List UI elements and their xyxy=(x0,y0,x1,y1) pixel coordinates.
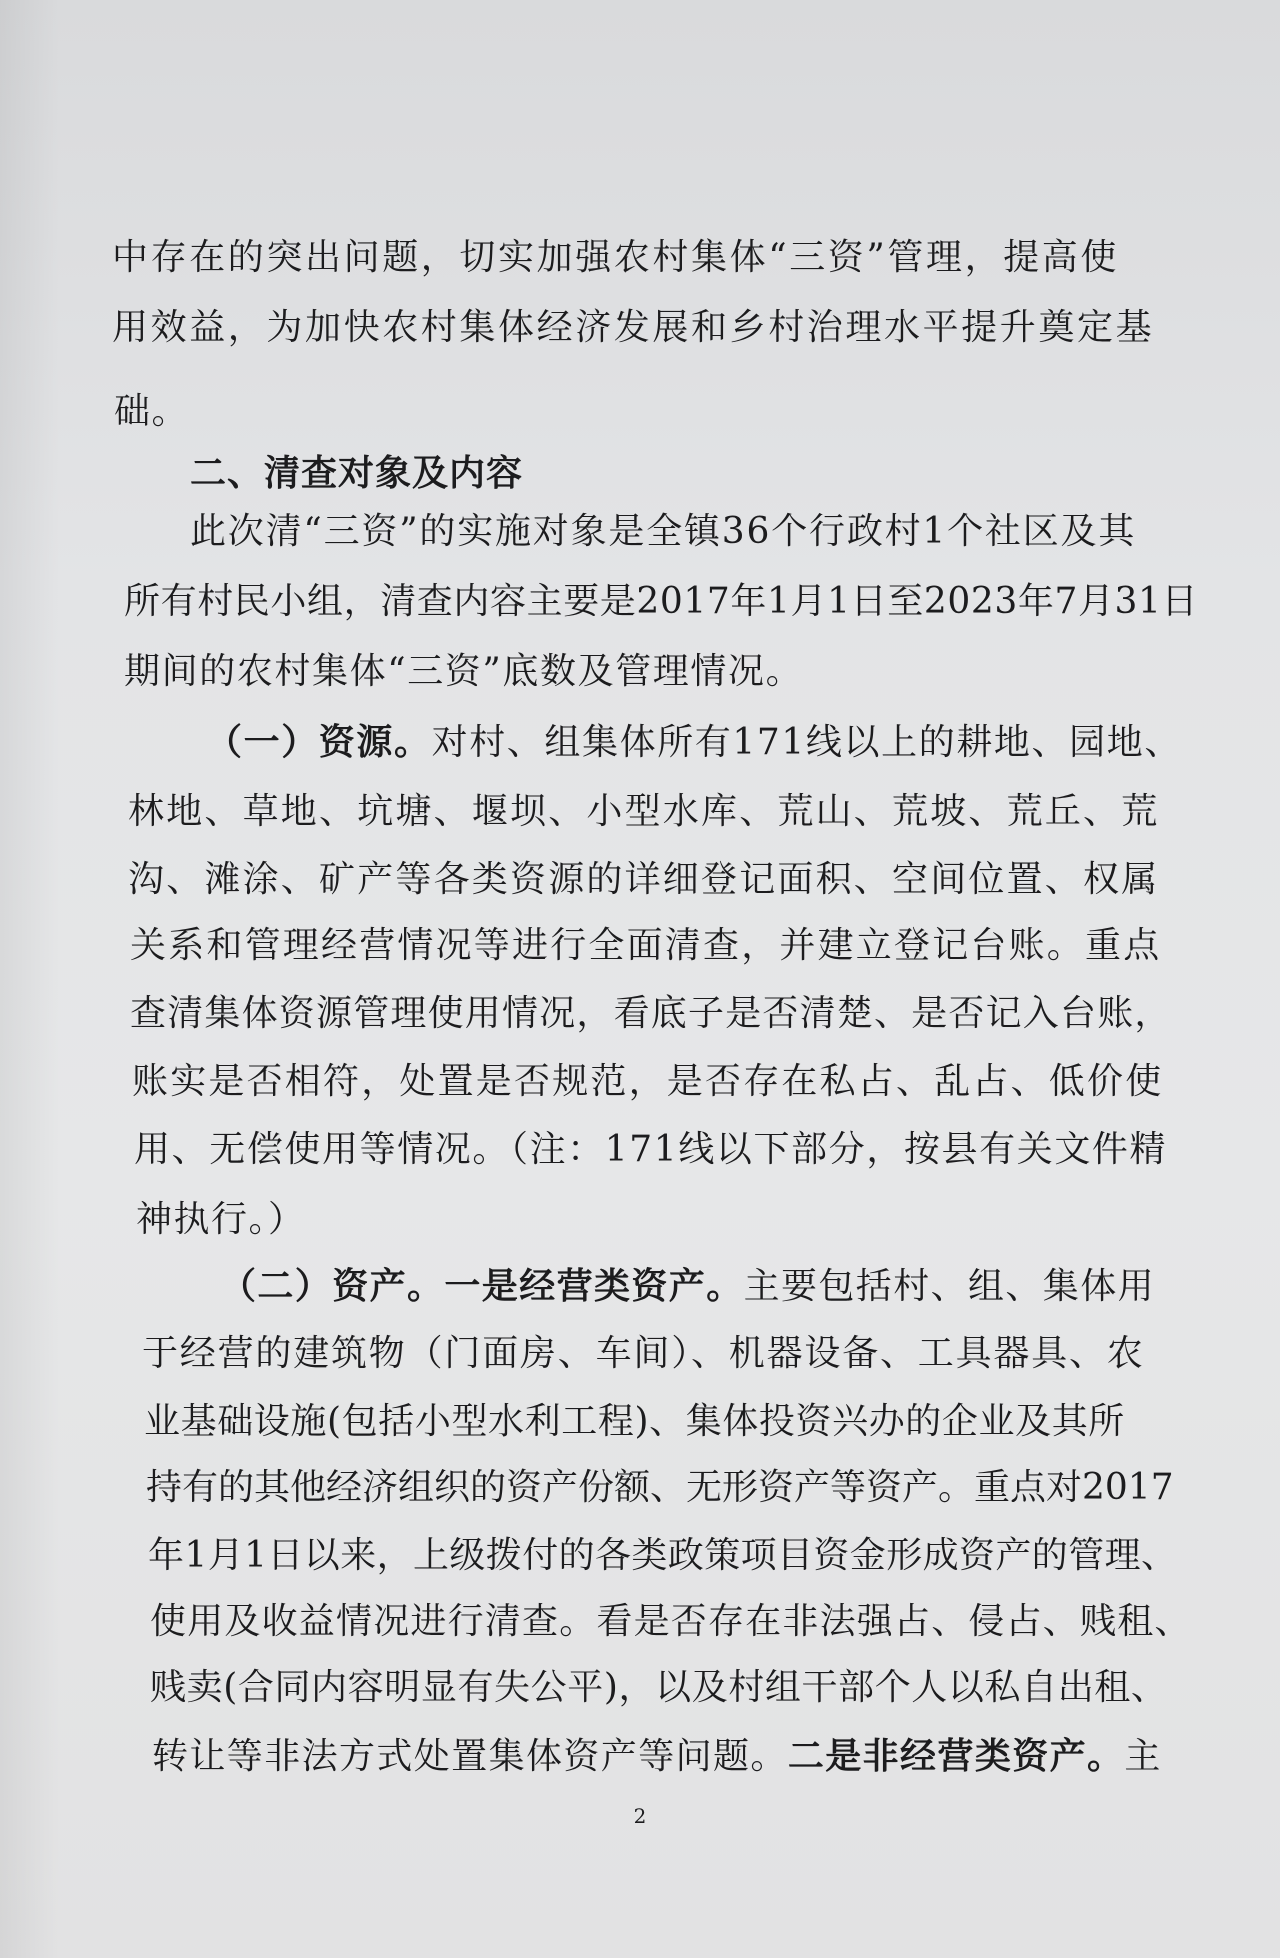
text-line: 持有的其他经济组织的资产份额、无形资产等资产。重点对2017 xyxy=(146,1467,1174,1508)
text-line: 查清集体资源管理使用情况，看底子是否清楚、是否记入台账， xyxy=(130,993,1172,1034)
paragraph-resources xyxy=(206,720,1182,765)
text-line: 业基础设施(包括小型水利工程)、集体投资兴办的企业及其所 xyxy=(144,1401,1125,1442)
text-line: 年1月1日以来，上级拨付的各类政策项目资金形成资产的管理、 xyxy=(148,1535,1178,1576)
text-span: 主要包括村、组、集体用 xyxy=(743,1266,1156,1307)
text-span: 转让等非法方式处置集体资产等问题。 xyxy=(152,1736,788,1777)
page-number: 2 xyxy=(633,1804,647,1828)
page-shadow xyxy=(0,0,60,1958)
text-line: 用、无偿使用等情况。（注：171线以下部分，按县有关文件精 xyxy=(134,1129,1168,1170)
text-line: 此次清“三资”的实施对象是全镇36个行政村1个社区及其 xyxy=(190,511,1137,552)
paragraph-assets xyxy=(220,1264,1155,1309)
text-line: 林地、草地、坑塘、堰坝、小型水库、荒山、荒坡、荒丘、荒 xyxy=(128,791,1160,832)
text-line: 贱卖(合同内容明显有失公平)，以及村组干部个人以私自出租、 xyxy=(150,1667,1168,1708)
text-line: 使用及收益情况进行清查。看是否存在非法强占、侵占、贱租、 xyxy=(150,1601,1192,1642)
subheading-non-operating-assets: 二是非经营类资产。 xyxy=(787,1735,1125,1777)
text-line: 神执行。） xyxy=(136,1199,306,1240)
subheading-operating-assets: 一是经营类资产。 xyxy=(444,1265,744,1307)
text-span: 对村、组集体所有171线以上的耕地、园地、 xyxy=(431,722,1182,763)
subheading-assets: （二）资产。 xyxy=(220,1265,445,1307)
text-line: 所有村民小组，清查内容主要是2017年1月1日至2023年7月31日 xyxy=(124,581,1199,622)
text-line: 用效益，为加快农村集体经济发展和乡村治理水平提升奠定基 xyxy=(112,307,1155,348)
paragraph-non-operating xyxy=(152,1734,1162,1779)
section-heading: 二、清查对象及内容 xyxy=(190,453,524,494)
text-line: 于经营的建筑物（门面房、车间）、机器设备、工具器具、农 xyxy=(142,1333,1145,1374)
text-span: 主 xyxy=(1124,1736,1162,1777)
text-line: 期间的农村集体“三资”底数及管理情况。 xyxy=(124,651,804,692)
text-line: 账实是否相符，处置是否规范，是否存在私占、乱占、低价使 xyxy=(132,1061,1164,1102)
text-line: 关系和管理经营情况等进行全面清查，并建立登记台账。重点 xyxy=(130,925,1162,966)
text-line: 沟、滩涂、矿产等各类资源的详细登记面积、空间位置、权属 xyxy=(128,859,1160,900)
subheading-resources: （一）资源。 xyxy=(206,721,432,763)
text-line: 中存在的突出问题，切实加强农村集体“三资”管理，提高使 xyxy=(112,237,1120,278)
text-line: 础。 xyxy=(114,391,190,432)
